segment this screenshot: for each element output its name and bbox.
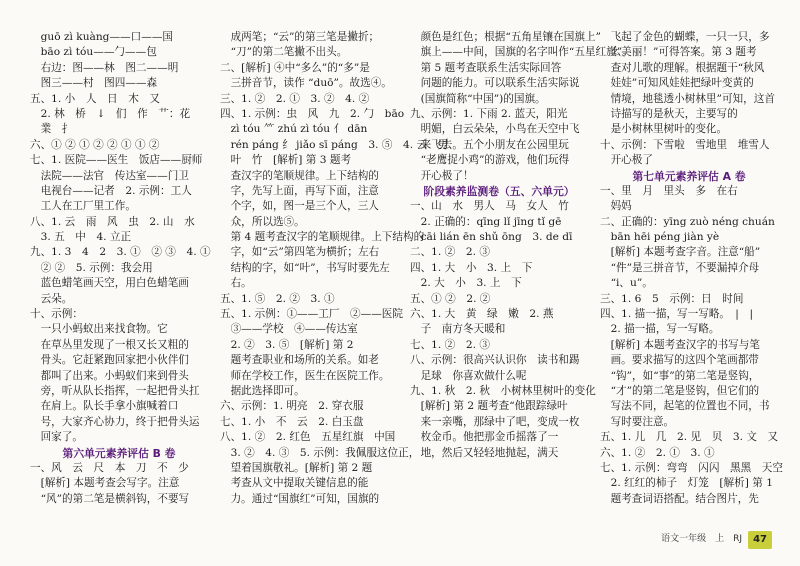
answer-line: 右边：图——林 图二——明 (30, 61, 179, 74)
answer-line: 九、示例：1. 下雨 2. 蓝天，阳光 (410, 107, 568, 120)
answer-line: (国旗简称“中国”)的国旗。 (410, 92, 546, 105)
answer-line: 查汉字的笔顺规律。上下结构的 (220, 169, 379, 182)
answer-line: [解析] 本题考查字音。注意“船” (600, 246, 761, 259)
answer-line: 九、1. 秋 2. 秋 小树林里树叶的变化 (410, 384, 596, 397)
answer-line: 第 5 题考查联系生活实际回答 (410, 61, 562, 74)
answer-line: 2. 正确的：qīng lǐ jīng tǐ gē (410, 215, 562, 228)
answer-line: 叶 竹 [解析] 第 3 题考 (220, 154, 352, 167)
answer-line: cāi lián ēn shǔ ōng 3. de dī (410, 231, 573, 244)
answer-line: “才”的第二笔是竖钩，但它们的 (600, 384, 760, 397)
answer-line: “钩”，如“事”的第二笔是竖钩， (600, 369, 760, 382)
answer-line: guō zì kuàng——口——国 (30, 31, 174, 43)
answer-line: bāo zì tóu——勹——包 (30, 46, 157, 59)
answer-line: 颜色是红色；根据“五角星镶在国旗上” (410, 31, 601, 43)
answer-line: 开心极了 (600, 154, 653, 167)
answer-line: 六、① ② ① ② ② ① ① ② (30, 138, 160, 151)
answer-line: ③——学校 ④——传达室 (220, 323, 358, 336)
answer-line: 三、1. ② 2. ① 3. ② 4. ② (220, 92, 370, 105)
answer-line: 八、1. 云 雨 风 虫 2. 山 水 (30, 215, 195, 228)
answer-line: 号，大家齐心协力，终于把骨头运 (30, 415, 200, 428)
answer-line: 旁，听从队长指挥，一起把骨头扛 (30, 384, 200, 397)
answer-line: [解析] 本题考查汉字的书写与笔 (600, 338, 760, 351)
answer-line: 法院——法官 传达室——门卫 (30, 169, 189, 182)
answer-line: 写时要注意。 (600, 415, 675, 428)
answer-line: 问题的能力。可以联系生活实际说 (410, 77, 580, 90)
answer-line: ② ② 5. 示例：我会用 (30, 261, 153, 274)
answer-line: [解析] 第 2 题考查“他跟踪绿叶 (410, 400, 568, 413)
footer-label: 语文一年级 上 RJ (661, 534, 743, 545)
answer-line: 2. 大 小 3. 上 下 (410, 277, 522, 290)
answer-line: 右。 (220, 277, 252, 290)
answer-line: 七、1. 医院——医生 饭店——厨师 (30, 154, 203, 167)
answer-line: 旗上——中间，国旗的名字叫作“五星红旗”。 (410, 46, 633, 59)
answer-line: 妈妈 (600, 200, 632, 213)
answer-line: 娃娃”可知风娃娃把绿叶变黄的 (600, 77, 754, 90)
answer-line: 五、1. 儿 几 2. 见 贝 3. 文 又 (600, 431, 779, 444)
section-heading: 阶段素养监测卷（五、六单元） (423, 184, 575, 198)
answer-line: 枚金币。他把那金币摇落了一 (410, 431, 559, 444)
answer-line: 字，如“云”第四笔为横折；左右 (220, 246, 380, 259)
answer-line: 2. 林 桥 ↓ 们 作 艹：花 (30, 107, 191, 120)
answer-line: 望着国旗敬礼。[解析] 第 2 题 (220, 461, 373, 474)
answer-line: 一、里 月 里头 多 在右 (600, 184, 738, 197)
answer-line: 八、1. ② 2. 红色 五星红旗 中国 (220, 431, 396, 444)
answer-line: 子 南方冬天暖和 (410, 323, 506, 336)
answer-line: 五、1. 示例：①——工厂 ②——医院 (220, 308, 403, 321)
answer-line: 情境，地毯透小树林里”可知，这首 (600, 92, 775, 105)
answer-line: 3. ② 4. ③ 5. 示例：我佩服这位正， (220, 446, 420, 459)
answer-page (30, 30, 783, 530)
answer-line: 五、1. 小 人 日 木 又 (30, 92, 161, 105)
answer-line: 地，然后又轻轻地抛起，满天 (410, 446, 559, 459)
answer-line: 七、1. 小 不 云 2. 白玉盘 (220, 415, 364, 428)
answer-line: 足球 你喜欢做什么呢 (410, 369, 527, 382)
answer-line: “风”的第二笔是横斜钩，不要写 (30, 492, 190, 505)
answer-line: 查对儿歌的理解。根据题干“秋风 (600, 61, 765, 74)
answer-line: 么美丽！”可得答案。第 3 题考 (600, 46, 757, 59)
column-4 (600, 30, 783, 507)
answer-line: 四、1. 示例：虫 风 九 2. 勹 bāo (220, 107, 405, 120)
answer-line: 写法不同，起笔的位置也不同，书 (600, 400, 770, 413)
answer-line: 六、1. 大 黄 绿 嫩 2. 燕 (410, 308, 554, 321)
answer-line: 七、1. 示例：弯弯 闪闪 黑黑 天空 (600, 461, 783, 474)
answer-line: bān hēi péng jiàn yè (600, 231, 720, 244)
section-heading: 第六单元素养评估 B 卷 (62, 446, 176, 460)
answer-line: “老鹰捉小鸡”的游戏，他们玩得 (410, 154, 570, 167)
answer-line: 都叫了出来。小蚂蚁们来到骨头 (30, 369, 189, 382)
answer-line: 题考查职业和场所的关系。如老 (220, 354, 379, 367)
answer-line: 二、正确的：yīng zuò néng chuán (600, 215, 775, 228)
answer-line: 骨头。它赶紧跑回家把小伙伴们 (30, 354, 189, 367)
answer-line: 图三——村 图四——森 (30, 77, 158, 90)
answer-line: 众，所以选⑤。 (220, 215, 305, 228)
answer-line: 2. 红红的柿子 灯笼 [解析] 第 1 (600, 477, 773, 490)
answer-line: 八、示例：很高兴认识你 读书和踢 (410, 354, 580, 367)
answer-line: 十、示例： (30, 308, 83, 321)
answer-line: 字，先写上面，再写下面，注意 (220, 184, 379, 197)
answer-line: 力。通过“国旗红”可知，国旗的 (220, 492, 380, 505)
answer-line: 2. 描一描，写一写略。 (600, 323, 720, 336)
answer-line: 一、山 水 男人 马 女人 竹 (410, 200, 569, 213)
answer-line: 结构的字，如“叶”，书写时要先左 (220, 261, 390, 274)
answer-line: 回家了。 (30, 431, 83, 444)
answer-line: “件”是三拼音节，不要漏掉介母 (600, 261, 760, 274)
answer-line: 四、1. 描一描，写一写略。 | | (600, 308, 754, 321)
answer-line: 三拼音节，读作 “duō”。故选④。 (220, 77, 392, 90)
answer-line: 一、风 云 尺 本 刀 不 少 (30, 461, 189, 474)
answer-line: 画。要求描写的这四个笔画都带 (600, 354, 759, 367)
answer-line: 蓝色蜡笔画天空，用白色蜡笔画 (30, 277, 189, 290)
answer-line: rén páng 纟 jiǎo sī páng 3. ⑤ 4. 云 男 (220, 138, 449, 151)
answer-line: 考查从文中提取关键信息的能 (220, 477, 369, 490)
answer-line: 二、1. ② 2. ③ (410, 246, 490, 259)
answer-line: 十、示例：下雪啦 雪地里 堆雪人 (600, 138, 770, 151)
answer-line: zì tóu ⺮ zhú zì tóu 亻 dān (220, 123, 368, 136)
answer-line: 一只小蚂蚁出来找食物。它 (30, 323, 168, 336)
answer-line: 是小树林里树叶的变化。 (600, 123, 728, 136)
answer-line: “i、u”。 (600, 277, 653, 290)
answer-line: 云朵。 (30, 292, 73, 305)
section-heading: 第七单元素养评估 A 卷 (632, 169, 746, 183)
answer-line: 成两笔；“云”的第三笔是撇折； (220, 31, 380, 43)
answer-line: [解析] 本题考查会写字。注意 (30, 477, 180, 490)
answer-line: 来飞去。五个小朋友在公园里玩 (410, 138, 569, 151)
answer-line: 3. 五 中 4. 立正 (30, 231, 132, 244)
answer-line: 电视台——记者 2. 示例：工人 (30, 184, 192, 197)
answer-line: 开心极了！ (410, 169, 474, 182)
answer-line: 六、示例：1. 明亮 2. 穿衣服 (220, 400, 364, 413)
answer-line: 在草丛里发现了一根又长又粗的 (30, 338, 189, 351)
answer-line: 诗描写的是秋天，主要写的 (600, 107, 738, 120)
column-1 (30, 30, 211, 507)
answer-line: 飞起了金色的蝴蝶，一只一只，多 (600, 31, 770, 43)
answer-line: 四、1. 大 小 3. 上 下 (410, 261, 533, 274)
answer-line: 三、1. 6 5 示例：日 时间 (600, 292, 744, 305)
answer-line: “刀”的第二笔撇不出头。 (220, 46, 348, 59)
page-footer (661, 532, 772, 548)
answer-line: 来一亲嘴，那绿中了吧，变成一枚 (410, 415, 580, 428)
answer-line: 七、1. ② 2. ③ (410, 338, 490, 351)
answer-line: 五、① ② 2. ② (410, 292, 491, 305)
answer-line: 工人在工厂里工作。 (30, 200, 136, 213)
answer-line: 据此选择即可。 (220, 384, 305, 397)
answer-line: 2. ② 3. ⑤ [解析] 第 2 (220, 338, 354, 351)
answer-line: 九、1. 3 4 2 3. ① ② ③ 4. ① (30, 246, 211, 259)
answer-line: 个字，如，图一是三个人，三人 (220, 200, 379, 213)
answer-line: 在肩上。队长手拿小旗喊着口 (30, 400, 179, 413)
answer-line: 题考查词语搭配。结合图片，先 (600, 492, 759, 505)
page-number: 47 (748, 531, 772, 548)
answer-line: 二、[解析] ④中“多么”的“多”是 (220, 61, 370, 74)
answer-line: 業 扌 (30, 123, 73, 136)
answer-line: 师在学校工作，医生在医院工作。 (220, 369, 390, 382)
answer-line: 五、1. ⑤ 2. ② 3. ① (220, 292, 335, 305)
answer-line: 六、1. ② 2. ① 3. ① (600, 446, 715, 459)
answer-line: 明媚，白云朵朵，小鸟在天空中飞 (410, 123, 580, 136)
answer-line: 第 4 题考查汉字的笔顺规律。上下结构的 (220, 231, 425, 244)
